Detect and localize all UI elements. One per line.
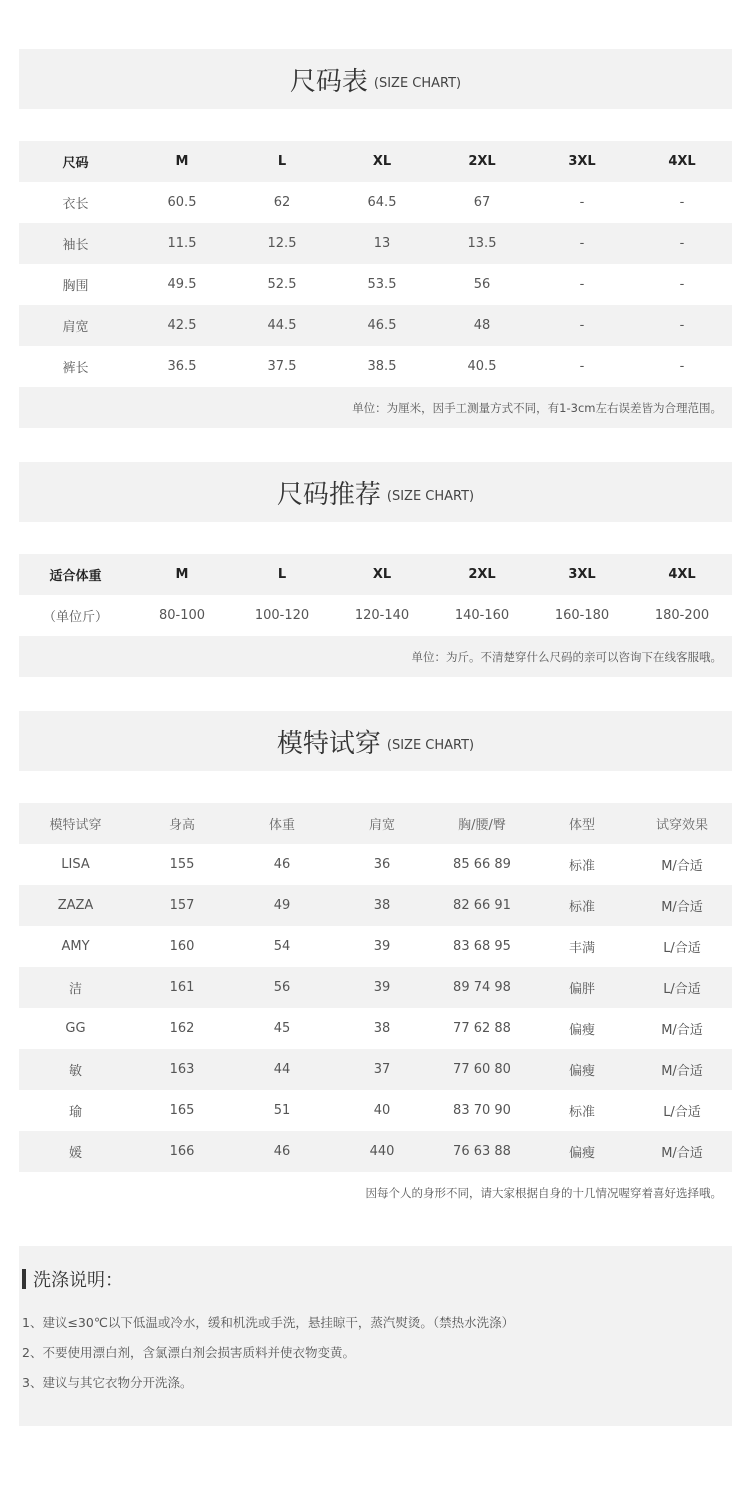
table-cell: 80-100	[158, 608, 206, 623]
table-cell: 40	[373, 1103, 391, 1118]
table-cell: 100-120	[254, 608, 310, 623]
table-row	[19, 595, 732, 636]
table-cell: -	[679, 195, 685, 210]
washing-line: 2、不要使用漂白剂，含氯漂白剂会损害质料并使衣物变黄。	[22, 1345, 355, 1360]
table-cell: 48	[473, 318, 491, 333]
header-cell: M	[175, 567, 189, 582]
table-cell: 媛	[68, 1146, 82, 1161]
table-cell: 49	[273, 898, 291, 913]
header-cell: L	[277, 567, 287, 582]
header-cell: L	[277, 154, 287, 169]
washing-line: 1、建议≤30℃以下低温或冷水，缓和机洗或手洗，悬挂晾干，蒸汽熨烫。（禁热水洗涤）	[22, 1315, 515, 1330]
table-cell: 67	[473, 195, 491, 210]
table-cell: 165	[169, 1103, 195, 1118]
table-cell: ZAZA	[57, 898, 94, 913]
table-cell: 肩宽	[62, 320, 89, 335]
table-cell: 166	[169, 1144, 195, 1159]
table-cell: 56	[473, 277, 491, 292]
table-cell: 瑜	[68, 1105, 82, 1120]
header-cell: M	[175, 154, 189, 169]
size-recommend-title-band	[19, 462, 732, 522]
table-cell: 157	[169, 898, 195, 913]
table-cell: 13.5	[467, 236, 497, 251]
table-cell: 37	[373, 1062, 391, 1077]
table-cell: 160-180	[554, 608, 610, 623]
table-cell: 39	[373, 939, 391, 954]
table-cell: 77 62 88	[453, 1021, 511, 1036]
table-cell: 44	[273, 1062, 291, 1077]
table-cell: 54	[273, 939, 291, 954]
table-cell: -	[579, 359, 585, 374]
header-cell: XL	[372, 567, 392, 582]
table-row	[19, 346, 732, 387]
header-cell: 身高	[168, 818, 195, 833]
table-row	[19, 223, 732, 264]
table-cell: 46.5	[367, 318, 397, 333]
header-cell: 3XL	[568, 154, 596, 169]
table-row	[19, 182, 732, 223]
table-cell: 偏瘦	[568, 1146, 595, 1161]
table-cell: LISA	[61, 857, 90, 872]
size-chart-header-row	[19, 141, 732, 182]
table-cell: 85 66 89	[453, 857, 511, 872]
table-cell: 38.5	[367, 359, 397, 374]
model-fit-note: 因每个人的身形不同，请大家根据自身的十几情况喔穿着喜好选择哦。	[365, 1185, 722, 1200]
table-row	[19, 1049, 732, 1090]
table-cell: 标准	[568, 859, 595, 874]
table-cell: 77 60 80	[453, 1062, 511, 1077]
washing-section	[19, 1246, 732, 1426]
table-cell: M/合适	[661, 1146, 703, 1161]
table-cell: 37.5	[267, 359, 297, 374]
table-cell: GG	[65, 1021, 86, 1036]
header-cell: 试穿效果	[655, 818, 708, 833]
table-cell: 42.5	[167, 318, 197, 333]
table-cell: 12.5	[267, 236, 297, 251]
table-cell: 51	[273, 1103, 291, 1118]
table-cell: （单位斤）	[42, 610, 108, 625]
table-cell: 53.5	[367, 277, 397, 292]
table-cell: 52.5	[267, 277, 297, 292]
table-cell: 155	[169, 857, 195, 872]
table-cell: 440	[369, 1144, 395, 1159]
table-cell: 162	[169, 1021, 195, 1036]
table-cell: 11.5	[167, 236, 197, 251]
header-cell: 3XL	[568, 567, 596, 582]
table-cell: 38	[373, 1021, 391, 1036]
table-row	[19, 844, 732, 885]
table-cell: 89 74 98	[453, 980, 511, 995]
table-cell: -	[579, 195, 585, 210]
size-chart-title-band	[19, 49, 732, 109]
table-cell: 标准	[568, 1105, 595, 1120]
header-cell: 体型	[568, 818, 595, 833]
table-cell: 偏瘦	[568, 1023, 595, 1038]
header-cell: 4XL	[668, 154, 696, 169]
table-cell: 161	[169, 980, 195, 995]
table-cell: 60.5	[167, 195, 197, 210]
table-cell: -	[579, 236, 585, 251]
table-row	[19, 885, 732, 926]
header-cell: 体重	[268, 818, 295, 833]
table-cell: 56	[273, 980, 291, 995]
table-cell: 82 66 91	[453, 898, 511, 913]
header-cell: 适合体重	[49, 569, 102, 584]
model-fit-subtitle: (SIZE CHART)	[386, 738, 475, 753]
table-row	[19, 1131, 732, 1172]
model-fit-title: 模特试穿	[276, 728, 381, 759]
table-cell: 敏	[68, 1064, 82, 1079]
header-cell: 肩宽	[368, 818, 395, 833]
table-cell: 40.5	[467, 359, 497, 374]
table-cell: 36.5	[167, 359, 197, 374]
table-cell: -	[679, 318, 685, 333]
table-cell: 38	[373, 898, 391, 913]
table-cell: AMY	[61, 939, 90, 954]
table-cell: -	[679, 277, 685, 292]
size-recommend-header-row	[19, 554, 732, 595]
table-cell: 62	[273, 195, 291, 210]
table-cell: 140-160	[454, 608, 510, 623]
table-row	[19, 264, 732, 305]
table-cell: 44.5	[267, 318, 297, 333]
table-cell: 偏瘦	[568, 1064, 595, 1079]
table-cell: 13	[373, 236, 391, 251]
size-recommend-title: 尺码推荐	[276, 479, 381, 510]
table-cell: M/合适	[661, 1064, 703, 1079]
header-cell: 2XL	[468, 154, 496, 169]
model-fit-title-band	[19, 711, 732, 771]
table-cell: 49.5	[167, 277, 197, 292]
header-cell: 模特试穿	[49, 818, 102, 833]
table-cell: 83 70 90	[453, 1103, 511, 1118]
table-cell: -	[579, 318, 585, 333]
table-cell: M/合适	[661, 900, 703, 915]
table-cell: 45	[273, 1021, 291, 1036]
table-cell: 洁	[68, 982, 82, 997]
size-chart-title: 尺码表	[289, 66, 368, 97]
table-cell: 标准	[568, 900, 595, 915]
table-cell: -	[679, 359, 685, 374]
header-cell: 尺码	[62, 156, 89, 171]
size-chart-subtitle: (SIZE CHART)	[373, 76, 462, 91]
table-cell: 120-140	[354, 608, 410, 623]
table-cell: 163	[169, 1062, 195, 1077]
table-row	[19, 926, 732, 967]
table-cell: M/合适	[661, 1023, 703, 1038]
header-cell: 4XL	[668, 567, 696, 582]
table-cell: 39	[373, 980, 391, 995]
table-cell: 偏胖	[568, 982, 595, 997]
table-cell: 160	[169, 939, 195, 954]
table-cell: 胸围	[62, 279, 89, 294]
table-cell: L/合适	[663, 941, 701, 956]
table-cell: 46	[273, 1144, 291, 1159]
table-row	[19, 967, 732, 1008]
washing-heading	[22, 1266, 123, 1292]
size-recommend-subtitle: (SIZE CHART)	[386, 489, 475, 504]
table-cell: 64.5	[367, 195, 397, 210]
heading-bar	[22, 1269, 26, 1289]
header-cell: XL	[372, 154, 392, 169]
table-cell: L/合适	[663, 982, 701, 997]
table-cell: 袖长	[62, 238, 89, 253]
table-row	[19, 305, 732, 346]
table-cell: -	[679, 236, 685, 251]
model-fit-header-row	[19, 803, 732, 844]
table-cell: 丰满	[568, 941, 595, 956]
header-cell: 2XL	[468, 567, 496, 582]
table-cell: L/合适	[663, 1105, 701, 1120]
header-cell: 胸/腰/臀	[458, 818, 506, 833]
table-cell: -	[579, 277, 585, 292]
table-cell: 衣长	[62, 197, 89, 212]
table-cell: 180-200	[654, 608, 710, 623]
washing-line: 3、建议与其它衣物分开洗涤。	[22, 1375, 193, 1390]
washing-title: 洗涤说明：	[33, 1270, 123, 1291]
table-cell: 36	[373, 857, 391, 872]
table-cell: 裤长	[62, 361, 89, 376]
table-cell: 83 68 95	[453, 939, 511, 954]
table-row	[19, 1008, 732, 1049]
size-chart-note: 单位：为厘米，因手工测量方式不同，有1-3cm左右误差皆为合理范围。	[19, 387, 732, 428]
table-cell: 46	[273, 857, 291, 872]
table-cell: 76 63 88	[453, 1144, 511, 1159]
size-recommend-note: 单位：为斤。不清楚穿什么尺码的亲可以咨询下在线客服哦。	[19, 636, 732, 677]
table-row	[19, 1090, 732, 1131]
table-cell: M/合适	[661, 859, 703, 874]
